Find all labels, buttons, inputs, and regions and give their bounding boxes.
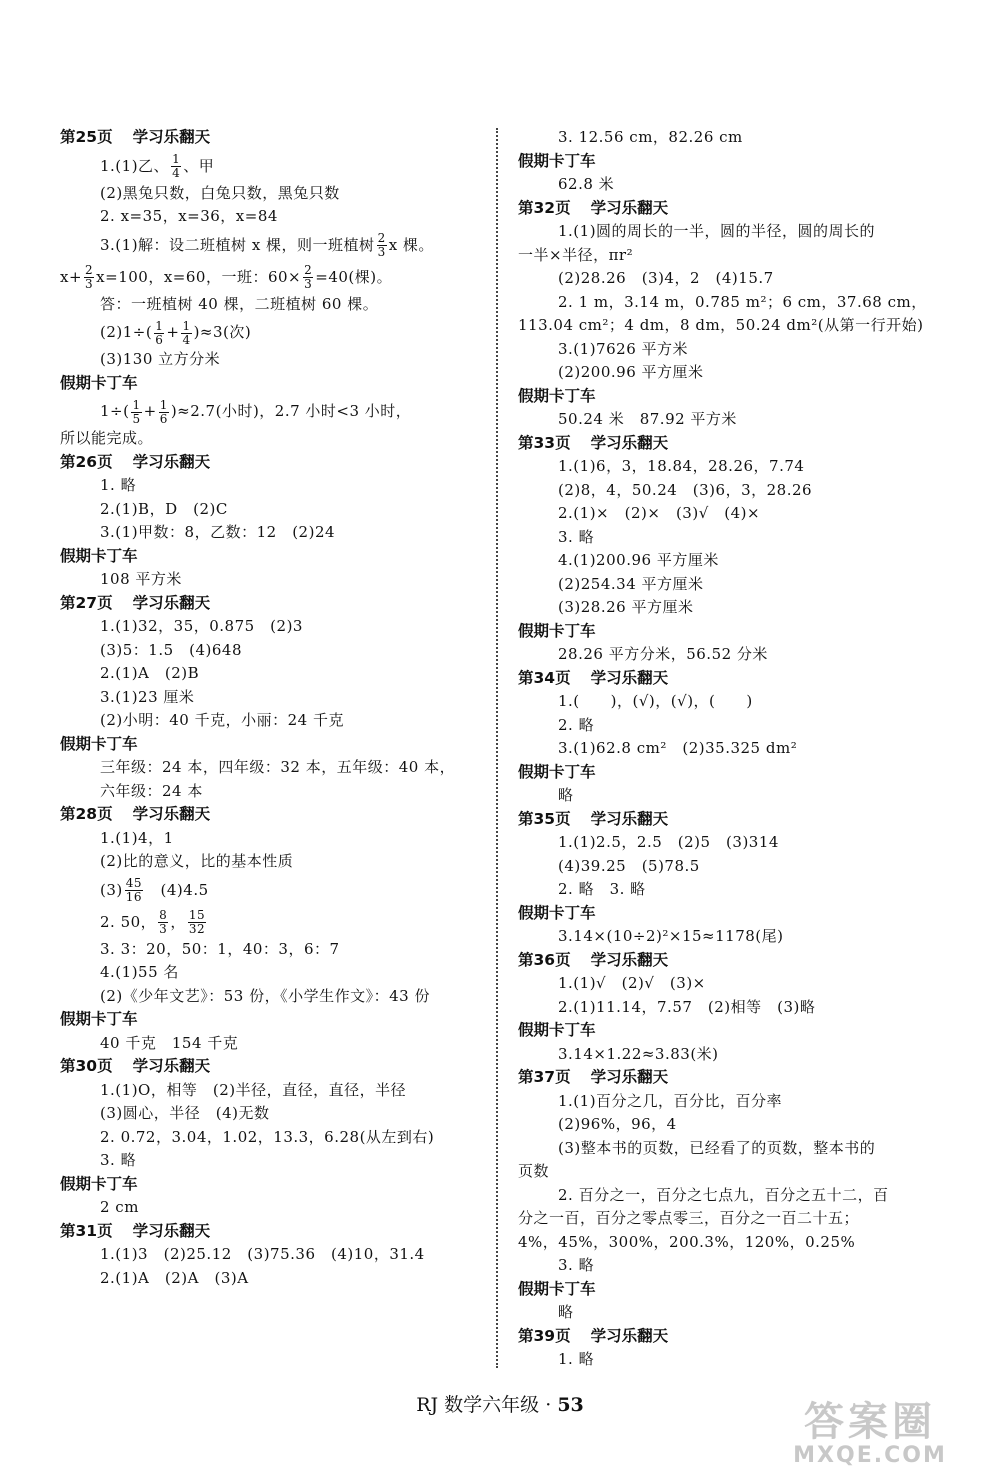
section-page-label: 第34页 [518,668,571,687]
fraction-denominator: 32 [188,922,206,936]
answer-line: 六年级：24 本 [100,781,203,800]
answer-line: 4.(1)55 名 [100,963,179,981]
section-page-label: 假期卡丁车 [60,1010,138,1028]
section-page-label: 假期卡丁车 [518,151,596,170]
answer-line-with-fraction [60,316,480,348]
answer-line: 3. 略 [558,1256,595,1274]
section-title: 学习乐翻天 [590,809,669,828]
answer-line: 一半×半径，πr² [518,245,634,264]
answer-line: (4)39.25 (5)78.5 [558,856,700,875]
section-heading [518,197,938,221]
right-column [518,126,938,1372]
section-heading [518,620,938,644]
answer-line: 2. 1 m，3.14 m，0.785 m²；6 cm，37.68 cm， [558,292,927,311]
fraction [377,232,387,259]
fraction-numerator: 1 [159,397,168,412]
fraction-numerator: 1 [155,318,164,333]
section-page-label: 假期卡丁车 [518,762,596,781]
section-page-label: 假期卡丁车 [518,1279,596,1298]
answer-line: (3)130 立方分米 [100,350,221,368]
answer-text: ， [170,912,186,931]
section-page-label: 假期卡丁车 [60,546,138,565]
section-heading [518,385,938,409]
answer-line: 1.(1)百分之几，百分比，百分率 [558,1091,783,1110]
section-heading [60,1008,480,1032]
left-column [60,126,480,1290]
answer-line: 108 平方米 [100,570,182,588]
answer-line: 3.(1)甲数：8，乙数：12 (2)24 [100,523,336,541]
section-heading [60,803,480,827]
answer-line: 3. 12.56 cm，82.26 cm [558,128,743,146]
section-heading [60,1173,480,1197]
answer-line: (2)《少年文艺》：53 份，《小学生作文》：43 份 [100,986,430,1005]
answer-text: 2. 50， [100,912,157,931]
answer-line: 113.04 cm²；4 dm，8 dm，50.24 dm²(从第一行开始) [518,316,924,334]
section-heading [518,1278,938,1302]
section-page-label: 第27页 [60,593,113,612]
answer-line: (2)比的意义，比的基本性质 [100,852,294,870]
section-heading [518,808,938,832]
answer-line: 1.(1)圆的周长的一半，圆的半径，圆的周长的 [558,222,876,240]
fraction-numerator: 1 [132,397,141,412]
fraction-denominator: 5 [132,411,141,426]
answer-line: 40 千克 154 千克 [100,1033,239,1052]
section-title: 学习乐翻天 [590,433,669,452]
section-heading [60,126,480,150]
answer-line-with-fraction [60,150,480,182]
fraction [125,877,143,904]
section-page-label: 第25页 [60,128,113,146]
fraction-numerator: 1 [172,152,181,166]
answer-text: (2)1÷( [100,323,153,341]
section-title: 学习乐翻天 [132,1057,211,1075]
fraction-denominator: 3 [159,922,168,936]
section-title: 学习乐翻天 [590,1326,669,1345]
answer-line: (2)8，4，50.24 (3)6，3，28.26 [558,480,813,499]
answer-line: 2.(1)11.14，7.57 (2)相等 (3)略 [558,997,816,1016]
answer-line: 1.(1)O，相等 (2)半径，直径，直径，半径 [100,1080,407,1099]
fraction-numerator: 45 [125,876,143,890]
answer-line: 2. 略 [558,715,595,734]
section-title: 学习乐翻天 [132,593,211,612]
answer-text: 1.(1)乙、 [100,156,170,175]
answer-line: 4.(1)200.96 平方厘米 [558,551,719,569]
answer-line: 3.(1)23 厘米 [100,687,195,706]
column-divider [496,128,498,1368]
answer-line: 3.14×(10÷2)²×15≈1178(尾) [558,927,784,945]
answer-line: 3.(1)7626 平方米 [558,339,689,358]
answer-text: =40(棵)。 [315,267,393,286]
answer-line: 1. 略 [558,1350,595,1368]
answer-line: 分之一百，百分之零点零三，百分之一百二十五； [518,1209,860,1227]
section-heading [518,1325,938,1349]
section-page-label: 假期卡丁车 [60,373,138,392]
answer-line-with-fraction [60,874,480,906]
section-page-label: 第33页 [518,433,571,452]
answer-line-with-fraction [60,261,480,293]
answer-line: 1.(1)3 (2)25.12 (3)75.36 (4)10，31.4 [100,1245,425,1263]
section-page-label: 第28页 [60,805,113,823]
answer-line: 2.(1)B，D (2)C [100,499,228,518]
answer-text: + [166,323,180,341]
footer-book-title: RJ 数学六年级 · [416,1394,558,1416]
section-page-label: 假期卡丁车 [518,1021,596,1039]
section-title: 学习乐翻天 [132,805,211,823]
section-title: 学习乐翻天 [132,1221,211,1240]
fraction-denominator: 6 [159,411,168,426]
fraction [154,320,164,347]
fraction-numerator: 8 [159,908,168,922]
section-heading [60,592,480,616]
fraction-denominator: 16 [125,890,143,904]
fraction [131,399,141,426]
fraction [181,320,191,347]
answer-line: 2. 略 3. 略 [558,880,646,898]
section-heading [518,667,938,691]
answer-line: 4%，45%，300%，200.3%，120%，0.25% [518,1232,856,1251]
section-page-label: 假期卡丁车 [518,386,596,405]
section-heading [60,733,480,757]
watermark-text: 答案圈 [804,1399,936,1445]
section-page-label: 假期卡丁车 [518,903,596,922]
answer-line: 3.(1)62.8 cm² (2)35.325 dm² [558,739,798,757]
fraction [171,153,181,180]
section-heading [518,1019,938,1043]
section-heading [518,949,938,973]
section-page-label: 第30页 [60,1057,113,1075]
section-page-label: 第37页 [518,1068,571,1086]
fraction-denominator: 4 [172,166,181,180]
answer-line: 三年级：24 本，四年级：32 本，五年级：40 本， [100,758,456,776]
answer-line: (2)28.26 (3)4，2 (4)15.7 [558,269,774,287]
section-page-label: 第36页 [518,950,571,969]
fraction-numerator: 1 [182,318,191,333]
answer-line: 1.(1)4，1 [100,828,174,847]
answer-line: 1.(1)2.5，2.5 (2)5 (3)314 [558,833,779,851]
section-title: 学习乐翻天 [590,198,669,217]
section-heading [518,902,938,926]
answer-line: 略 [558,1303,574,1321]
section-page-label: 第32页 [518,198,571,217]
answer-line: (3)圆心，半径 (4)无数 [100,1104,270,1122]
section-page-label: 第39页 [518,1326,571,1345]
fraction [158,909,168,936]
answer-line: 1.( )，(√)，(√)，( ) [558,692,753,710]
answer-text: 1÷( [100,402,130,420]
answer-line: (2)96%，96，4 [558,1115,677,1133]
answer-line: (2)黑兔只数，白兔只数，黑兔只数 [100,183,340,202]
answer-line: 答：一班植树 40 棵，二班植树 60 棵。 [100,294,379,313]
answer-text: x+ [60,267,83,286]
fraction-numerator: 15 [188,908,206,922]
answer-line: 1.(1)32，35，0.875 (2)3 [100,617,303,635]
answer-line: (2)200.96 平方厘米 [558,363,704,381]
answer-line: 50.24 米 87.92 平方米 [558,410,737,428]
answer-line: (3)28.26 平方厘米 [558,598,694,616]
answer-text: 、甲 [183,156,215,175]
answer-line: 2. 0.72，3.04，1.02，13.3，6.28(从左到右) [100,1127,435,1146]
fraction-denominator: 3 [85,277,94,291]
answer-line-with-fraction [60,906,480,938]
answer-text: x 棵。 [388,235,434,254]
section-heading [518,761,938,785]
section-heading [60,545,480,569]
answer-text: + [143,402,157,420]
section-title: 学习乐翻天 [590,668,669,687]
section-title: 学习乐翻天 [132,452,211,471]
fraction [84,264,94,291]
watermark-logo [770,1400,970,1470]
fraction [303,264,313,291]
answer-line: (2)254.34 平方厘米 [558,574,704,593]
answer-line: 所以能完成。 [60,429,154,447]
section-heading [60,1055,480,1079]
answer-line: 28.26 平方分米，56.52 分米 [558,645,768,663]
fraction-denominator: 6 [155,332,164,347]
section-heading [518,432,938,456]
section-heading [518,1066,938,1090]
answer-text: (4)4.5 [145,880,209,899]
answer-line: (2)小明：40 千克，小丽：24 千克 [100,711,344,729]
section-page-label: 第31页 [60,1221,113,1240]
answer-line: 略 [558,786,574,804]
watermark-url: MXQE.COM [793,1443,947,1468]
answer-line: 3. 3：20，50：1，40：3，6：7 [100,939,340,958]
section-page-label: 第35页 [518,809,571,828]
section-heading [60,1220,480,1244]
answer-line: 1. 略 [100,476,137,494]
fraction-numerator: 2 [377,231,386,245]
answer-line: 2.(1)A (2)A (3)A [100,1268,249,1287]
answer-line: 2. x=35，x=36，x=84 [100,207,278,225]
section-page-label: 假期卡丁车 [518,621,596,640]
fraction [188,909,206,936]
answer-line: (3)整本书的页数，已经看了的页数，整本书的 [558,1138,876,1157]
fraction-denominator: 4 [182,332,191,347]
answer-line: 2.(1)× (2)× (3)√ (4)× [558,504,761,522]
answer-line: 2. 百分之一，百分之七点九，百分之五十二，百 [558,1185,889,1204]
section-page-label: 假期卡丁车 [60,1174,138,1193]
section-title: 学习乐翻天 [590,1068,669,1086]
answer-line: 页数 [518,1162,550,1180]
fraction-denominator: 3 [304,277,313,291]
section-heading [518,150,938,174]
answer-text: )≈3(次) [193,323,252,341]
answer-text: x=100，x=60，一班：60× [96,267,302,286]
answer-text: 3.(1)解：设二班植树 x 棵，则一班植树 [100,235,375,254]
fraction-denominator: 3 [377,245,386,259]
fraction-numerator: 2 [304,263,313,277]
section-page-label: 假期卡丁车 [60,734,138,753]
answer-line-with-fraction [60,229,480,261]
section-page-label: 第26页 [60,452,113,471]
page-number: 53 [557,1394,584,1416]
answer-line: 1.(1)6，3，18.84，28.26，7.74 [558,457,805,475]
answer-text: (3) [100,880,123,899]
answer-line: 2.(1)A (2)B [100,664,200,682]
answer-line: 3.14×1.22≈3.83(米) [558,1044,719,1063]
answer-text: )≈2.7(小时)，2.7 小时<3 小时， [170,402,412,420]
answer-line: 62.8 米 [558,175,615,193]
answer-line: 3. 略 [558,527,595,546]
section-title: 学习乐翻天 [590,950,669,969]
answer-line: 2 cm [100,1198,139,1216]
answer-line: (3)5：1.5 (4)648 [100,640,243,659]
fraction [159,399,169,426]
answer-line: 3. 略 [100,1151,137,1169]
answer-line-with-fraction [60,395,480,427]
fraction-numerator: 2 [85,263,94,277]
section-heading [60,451,480,475]
section-title: 学习乐翻天 [132,128,211,146]
answer-line: 1.(1)√ (2)√ (3)× [558,974,706,992]
section-heading [60,372,480,396]
